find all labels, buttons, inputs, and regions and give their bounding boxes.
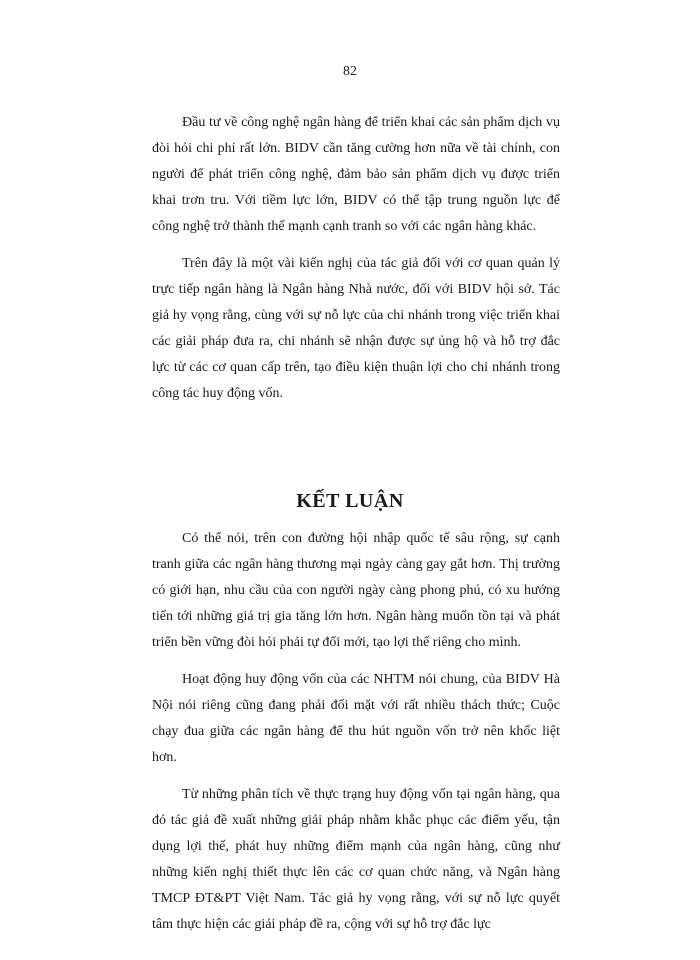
conclusion-paragraph-3: Từ những phân tích về thực trạng huy động vốn tại ngân hàng, qua đó tác giả đề xuất những giải pháp nhằm khắc phục các điểm yếu, tận dụng lợi thế, phát huy những điểm mạnh của ngân hàng, cũng như những kiến nghị thiết thực lên các cơ quan chức năng, và Ngân hàng TMCP ĐT&PT Việt Nam. Tác giả hy vọng rằng, với sự nỗ lực quyết tâm thực hiện các giải pháp đề ra, cộng với sự hỗ trợ đắc lực [152,787,560,932]
conclusion-section [152,526,560,949]
intro-paragraph-1: Đầu tư về công nghệ ngân hàng để triển khai các sản phẩm dịch vụ đòi hỏi chi phí rất lớn. BIDV cần tăng cường hơn nữa về tài chính, con người để phát triển công nghệ, đảm bảo sản phẩm dịch vụ được triển khai trơn tru. Với tiềm lực lớn, BIDV có thể tập trung nguồn lực để công nghệ trở thành thế mạnh cạnh tranh so với các ngân hàng khác. [152,115,560,234]
conclusion-heading: KẾT LUẬN [296,490,404,512]
intro-paragraph-2: Trên đây là một vài kiến nghị của tác giả đối với cơ quan quản lý trực tiếp ngân hàng là Ngân hàng Nhà nước, đối với BIDV hội sở. Tác giả hy vọng rằng, cùng với sự nỗ lực của chi nhánh trong việc triển khai các giải pháp đưa ra, chi nhánh sẽ nhận được sự ủng hộ và hỗ trợ đắc lực từ các cơ quan cấp trên, tạo điều kiện thuận lợi cho chi nhánh trong công tác huy động vốn. [152,256,560,401]
conclusion-paragraph-2: Hoạt động huy động vốn của các NHTM nói chung, của BIDV Hà Nội nói riêng cũng đang phải đối mặt với rất nhiều thách thức; Cuộc chạy đua giữa các ngân hàng để thu hút nguồn vốn trở nên khốc liệt hơn. [152,672,560,765]
intro-section [152,110,560,418]
conclusion-paragraph-1: Có thể nói, trên con đường hội nhập quốc tế sâu rộng, sự cạnh tranh giữa các ngân hàng thương mại ngày càng gay gắt hơn. Thị trường có giới hạn, nhu cầu của con người ngày càng phong phú, có xu hướng tiến tới những giá trị gia tăng lớn hơn. Ngân hàng muốn tồn tại và phát triển bền vững đòi hỏi phải tự đổi mới, tạo lợi thế riêng cho mình. [152,531,560,650]
page-number: 82 [343,64,357,79]
